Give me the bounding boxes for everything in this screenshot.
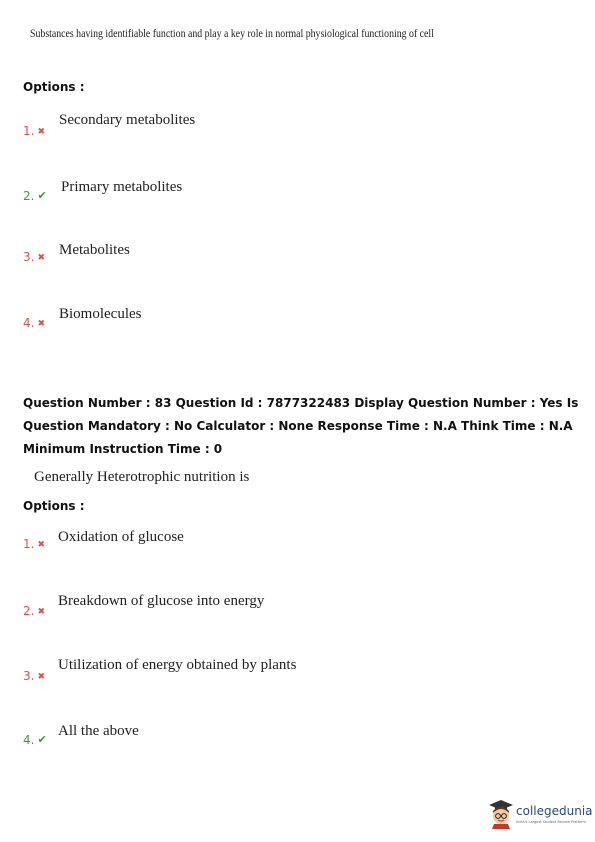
- wrong-mark-icon: ✖: [37, 253, 45, 263]
- option-text: Primary metabolites: [61, 179, 183, 195]
- option-row[interactable]: [23, 593, 423, 623]
- graduate-mascot-icon: [488, 799, 514, 829]
- option-number: 4. ✔: [23, 733, 47, 747]
- option-row[interactable]: [23, 723, 423, 753]
- option-text: Metabolites: [59, 242, 130, 258]
- option-text: Biomolecules: [59, 306, 142, 322]
- option-text: Oxidation of glucose: [58, 529, 184, 545]
- option-row[interactable]: [23, 657, 423, 687]
- correct-check-icon: ✔: [37, 189, 47, 202]
- wrong-mark-icon: ✖: [37, 540, 45, 550]
- option-number: 1. ✖: [23, 124, 45, 138]
- wrong-mark-icon: ✖: [37, 672, 45, 682]
- question-stem: Generally Heterotrophic nutrition is: [34, 469, 250, 485]
- option-text: Secondary metabolites: [59, 112, 196, 128]
- logo-wordmark: collegedunia: [516, 804, 593, 818]
- options-label: Options :: [23, 80, 85, 94]
- option-number: 4. ✖: [23, 316, 45, 330]
- collegedunia-logo[interactable]: [488, 798, 592, 832]
- wrong-mark-icon: ✖: [37, 607, 45, 617]
- option-row[interactable]: [23, 529, 423, 559]
- option-row[interactable]: [23, 179, 423, 209]
- correct-check-icon: ✔: [37, 733, 47, 746]
- wrong-mark-icon: ✖: [37, 319, 45, 329]
- wrong-mark-icon: ✖: [37, 127, 45, 137]
- option-row[interactable]: [23, 306, 423, 336]
- option-number: 3. ✖: [23, 250, 45, 264]
- option-number: 3. ✖: [23, 669, 45, 683]
- question-metadata: Question Number : 83 Question Id : 7877322483 Display Question Number : Yes Is Question Mandatory : No Calculator : None Response Time : N.A Think Time : N.A Minimum Instruction Time : 0: [23, 396, 579, 456]
- option-text: Utilization of energy obtained by plants: [58, 657, 297, 673]
- option-number: 2. ✔: [23, 189, 47, 203]
- option-number: 2. ✖: [23, 604, 45, 618]
- logo-tagline: India's Largest Student Review Platform: [516, 820, 586, 824]
- question-stem: Substances having identifiable function and play a key role in normal physiological functioning of cell: [30, 26, 434, 40]
- option-row[interactable]: [23, 112, 423, 142]
- options-label: Options :: [23, 499, 85, 513]
- option-text: All the above: [58, 723, 139, 739]
- option-row[interactable]: [23, 242, 423, 272]
- option-text: Breakdown of glucose into energy: [58, 593, 265, 609]
- option-number: 1. ✖: [23, 537, 45, 551]
